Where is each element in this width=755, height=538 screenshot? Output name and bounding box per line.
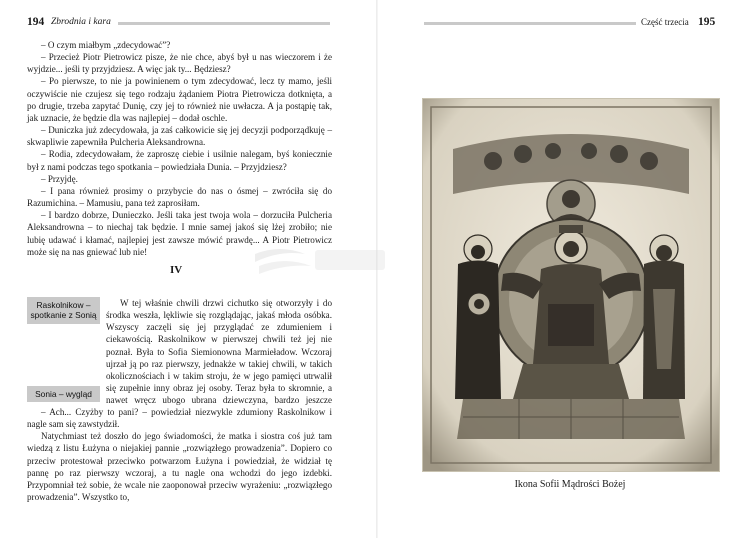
paragraph: – I bardzo dobrze, Dunieczko. Jeśli taka jest twoja wola – dorzuciła Pulcheria Aleksandrowna – to niechaj tak będzie. I mnie samej jakoś się lżej zrobiło; nie lubię udawać i kłamać, najlepiej jest zawsze mówić prawdę... A Piotr Pietrowicz może się na nas gniewać lub nie! [27,210,332,257]
top-text-block [27,39,332,258]
right-page [378,0,755,538]
icon-illustration [423,99,719,471]
paragraph: – O czym miałbym „zdecydować”? [41,40,171,50]
sophia-icon-image [422,98,720,472]
paragraph: – Rodia, zdecydowałam, że zaproszę ciebie i usilnie nalegam, byś koniecznie był z nami podczas tego spotkania – powiedziała Dunia. – Przyjdziesz? [27,149,332,172]
running-title-left: Zbrodnia i kara [51,17,111,27]
chapter-heading: IV [170,264,183,276]
paragraph: – Przyjdę. [41,173,78,184]
page-number-right: 195 [698,16,716,28]
chapter-text-lower [27,406,332,503]
page-number-left: 194 [27,16,45,28]
paragraph: – Duniczka już zdecydowała, ja zaś całkowicie się jej decyzji podporządkuję – skwapliwie zapewniła Pulcheria Aleksandrowna. [27,125,332,148]
chapter-text-indented [106,297,332,406]
paragraph: W tej właśnie chwili drzwi cichutko się otworzyły i do środka weszła, lękliwie się rozglądając, jakaś młoda osóbka. Wszyscy zaczęli się jej przyglądać ze zdumieniem i ciekawością. Raskolnikow w pierwszej chwili też jej nie poznał. Była to Sofia Siemionowna Marmieładow. Wczoraj ujrzał ją po raz pierwszy, jednakże w takiej chwili, w takich okolicznościach i w takim stroju, że w jego pamięci utrwalił się zupełnie inny obraz jej osoby. Teraz była to skromnie, a nawet wręcz ubogo ubrana dziewczyna, bardzo jeszcze [106,298,332,406]
paragraph: – Po pierwsze, to nie ja powinienem o tym zdecydować, lecz ty mamo, jeśli oczywiście nie czujesz się tego rodzaju żądaniem Piotra Pietrowicza dotknięta, a po drugie, trzeba zapytać Dunię, czy jej to również nie uwłacza. A ja postąpię tak, jak uznacie, że będzie dla was najlepiej – dodał oschle. [27,76,332,123]
paragraph: – Ach... Czyżby to pani? – powiedział niezwykle zdumiony Raskolnikow i nagle sam się zawstydził. [27,407,332,430]
paragraph: – I pana również prosimy o przybycie do nas o ósmej – zwróciła się do Razumichina. – Mamusiu, pana też zaprosiłam. [27,185,332,209]
image-caption: Ikona Sofii Mądrości Bożej [514,479,626,490]
watermark-logo-icon [245,236,395,286]
paragraph: Natychmiast też doszło do jego świadomości, że matka i siostra coś już tam wiedzą z listu Łużyna o niejakiej pannie „rozwiązłego prowadzenia”. Dopiero co przeciw protestował przeciwko potwarzom Łużyna i powiedział, że widział tę pannę po raz pierwszy wczoraj, a tu nagle ona wchodzi do jego izdebki. Przypomniał też sobie, że wcale nie zaoponował przeciw wyrażeniu: „rozwiązłego prowadzenia”. Wszystko to, [27,431,332,503]
header-rule-left [118,22,330,25]
running-title-right: Część trzecia [641,17,689,27]
paragraph: – Przecież Piotr Pietrowicz pisze, że nie chce, abyś był u nas wieczorem i że wyjdzie... jeśli ty przyjdziesz. A więc jak ty... Będziesz? [27,52,332,75]
sidenote-meeting: Raskolnikow – spotkanie z Sonią [27,297,100,324]
sidenote-appearance: Sonia – wygląd [27,386,100,402]
header-rule-right [424,22,636,25]
